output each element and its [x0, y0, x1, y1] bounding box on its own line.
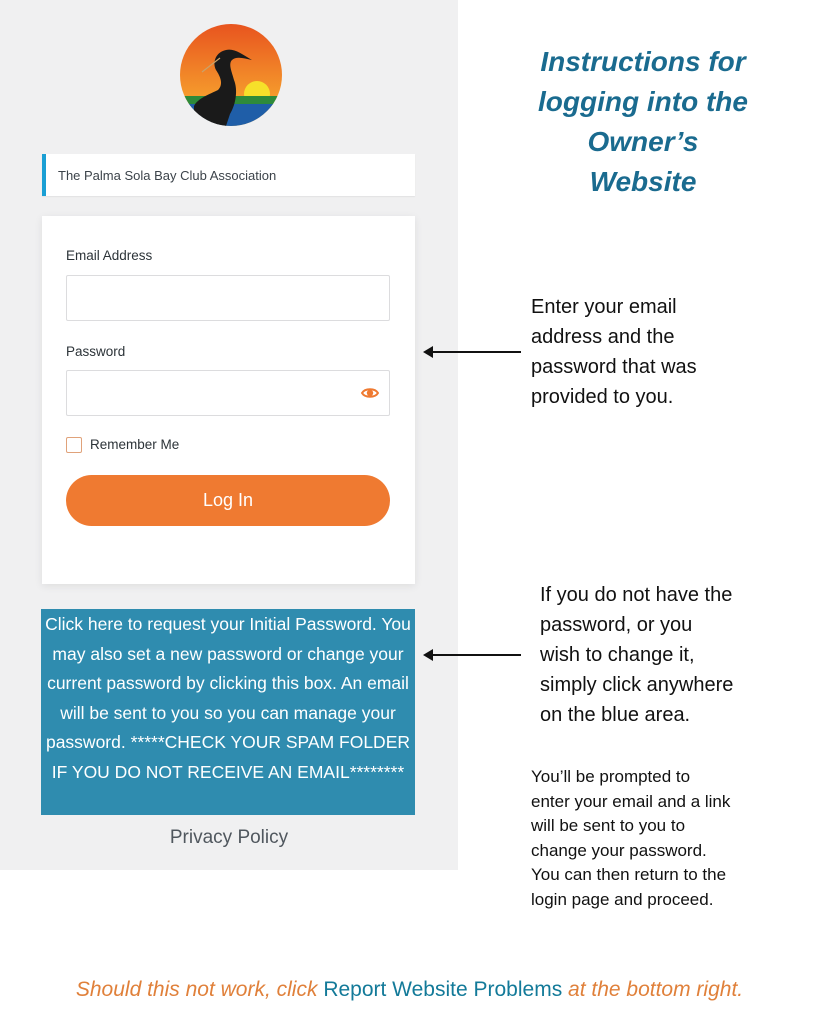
heron-logo[interactable] [180, 24, 282, 126]
email-label: Email Address [66, 248, 153, 263]
arrow-left-icon [425, 351, 521, 353]
privacy-policy-link[interactable]: Privacy Policy [169, 827, 289, 848]
note-line: simply click anywhere [540, 674, 734, 696]
note-line: enter your email and a link [531, 791, 731, 811]
email-input[interactable] [66, 275, 390, 321]
note-line: change your password. [531, 840, 707, 860]
site-name-notice [42, 154, 415, 196]
note-line: wish to change it, [540, 644, 695, 666]
note-line: If you do not have the [540, 584, 733, 606]
request-password-box[interactable]: Click here to request your Initial Password. You may also set a new password or change your current password by clicking this box. An email will be sent to you so you can manage your password. *****CHECK YOUR SPAM FOLDER IF YOU DO NOT RECEIVE AN EMAIL******** [41, 609, 415, 815]
footer-note [0, 978, 819, 1002]
note-line: login page and proceed. [531, 889, 714, 909]
instructions-title [520, 42, 766, 202]
remember-me-label[interactable]: Remember Me [90, 437, 180, 452]
password-input[interactable] [66, 370, 390, 416]
report-website-problems-link[interactable]: Report Website Problems [323, 978, 563, 1001]
note-prompt [531, 765, 730, 912]
log-in-button[interactable]: Log In [66, 475, 390, 526]
title-line: Owner’s [587, 126, 699, 157]
note-line: You can then return to the [531, 865, 727, 884]
note-line: address and the [531, 326, 675, 348]
note-line: password, or you [540, 614, 693, 636]
note-login [531, 292, 697, 412]
title-line: Instructions for [540, 46, 746, 77]
note-line: password that was [531, 356, 697, 378]
show-password-eye-icon[interactable] [361, 385, 379, 401]
note-line: on the blue area. [540, 704, 691, 726]
password-label: Password [66, 344, 126, 359]
title-line: logging into the [538, 86, 748, 117]
note-line: Enter your email [531, 296, 677, 318]
title-line: Website [589, 166, 697, 197]
note-line: provided to you. [531, 386, 674, 408]
login-page-panel [0, 0, 458, 870]
arrow-left-icon [425, 654, 521, 656]
note-reset [540, 580, 733, 730]
footer-suffix: at the bottom right. [562, 978, 744, 1001]
footer-prefix: Should this not work, click [75, 978, 324, 1001]
login-form-card [42, 216, 415, 584]
site-name-text: The Palma Sola Bay Club Association [58, 168, 277, 183]
remember-me-checkbox[interactable] [66, 437, 82, 453]
note-line: You’ll be prompted to [531, 767, 691, 786]
note-line: will be sent to you to [531, 816, 686, 835]
heron-sunset-logo-icon [180, 24, 282, 126]
